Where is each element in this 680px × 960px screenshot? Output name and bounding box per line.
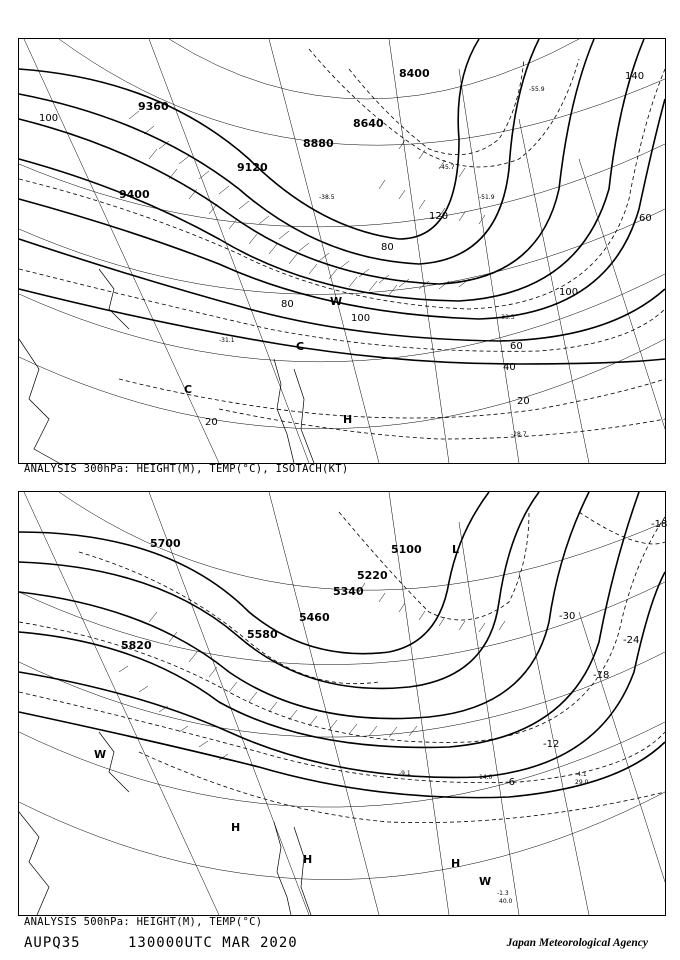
height-label: 9120 bbox=[237, 161, 268, 174]
chart-500hpa bbox=[18, 491, 666, 916]
station-obs: -38.5 bbox=[319, 194, 335, 201]
isotherm-lines bbox=[19, 512, 668, 823]
station-obs: 29.0 bbox=[575, 779, 589, 786]
station-obs: 40.0 bbox=[499, 898, 513, 905]
coastline bbox=[19, 732, 311, 915]
valid-time: 130000UTC MAR 2020 bbox=[128, 935, 298, 951]
chart-300hpa bbox=[18, 38, 666, 464]
graticule bbox=[19, 492, 668, 915]
height-label: 9360 bbox=[138, 100, 169, 113]
warm-center-marker: W bbox=[479, 875, 492, 888]
high-center-marker: H bbox=[303, 853, 313, 866]
station-obs: -33.3 bbox=[499, 314, 515, 321]
isotach-label: 100 bbox=[39, 113, 59, 124]
station-plot-region bbox=[119, 583, 505, 760]
height-label: 5340 bbox=[333, 585, 364, 598]
station-obs: -4.1 bbox=[575, 771, 587, 778]
isotach-label: 20 bbox=[205, 417, 218, 428]
height-label: 5700 bbox=[150, 537, 181, 550]
isotach-label: 100 bbox=[351, 313, 371, 324]
isotach-label: 140 bbox=[625, 71, 645, 82]
high-center-marker: H bbox=[343, 413, 353, 426]
isotach-lines bbox=[19, 49, 665, 439]
station-obs: -55.9 bbox=[529, 86, 545, 93]
height-label: 5220 bbox=[357, 569, 388, 582]
cold-center-marker: C bbox=[184, 383, 193, 396]
height-label: 9400 bbox=[119, 188, 150, 201]
isotherm-label: -12 bbox=[543, 739, 560, 750]
isotach-label: 120 bbox=[429, 211, 449, 222]
height-contours-300 bbox=[19, 39, 665, 364]
high-center-marker: H bbox=[231, 821, 241, 834]
height-label: 5460 bbox=[299, 611, 330, 624]
height-label: 8400 bbox=[399, 67, 430, 80]
isotach-label: 80 bbox=[381, 242, 394, 253]
graticule bbox=[19, 39, 665, 463]
isotherm-label: -6 bbox=[505, 777, 515, 788]
station-obs: -31.1 bbox=[219, 337, 235, 344]
height-label: 5820 bbox=[121, 639, 152, 652]
coastline bbox=[19, 269, 314, 463]
station-obs: -1.3 bbox=[497, 890, 509, 897]
map-500hpa bbox=[19, 492, 668, 915]
warm-center-marker: W bbox=[94, 748, 107, 761]
isotach-label: 40 bbox=[503, 362, 516, 373]
product-code: AUPQ35 bbox=[24, 935, 81, 951]
isotherm-label: -30 bbox=[559, 611, 576, 622]
station-obs: -28.7 bbox=[511, 431, 527, 438]
station-obs: -45.7 bbox=[439, 164, 455, 171]
cold-center-marker: C bbox=[296, 340, 305, 353]
low-center-marker: L bbox=[452, 543, 460, 556]
high-center-marker: H bbox=[451, 857, 461, 870]
station-obs: -9.1 bbox=[399, 770, 411, 777]
caption-300hpa: ANALYSIS 300hPa: HEIGHT(M), TEMP(°C), ISOTACH(KT) bbox=[24, 463, 349, 475]
station-obs: 14.0 bbox=[479, 774, 493, 781]
isotach-label: 80 bbox=[281, 299, 294, 310]
caption-500hpa: ANALYSIS 500hPa: HEIGHT(M), TEMP(°C) bbox=[24, 916, 263, 928]
isotherm-label: -18 bbox=[593, 670, 610, 681]
agency-name: Japan Meteorological Agency bbox=[506, 937, 648, 949]
isotach-label: 60 bbox=[510, 341, 523, 352]
warm-center-marker: W bbox=[330, 295, 343, 308]
map-300hpa bbox=[19, 39, 665, 463]
height-label: 8640 bbox=[353, 117, 384, 130]
height-label: 8880 bbox=[303, 137, 334, 150]
isotach-label: 60 bbox=[639, 213, 652, 224]
isotherm-label: -18 bbox=[651, 519, 668, 530]
isotach-label: 20 bbox=[517, 396, 530, 407]
station-obs: -51.9 bbox=[479, 194, 495, 201]
isotach-label: 100 bbox=[559, 287, 579, 298]
height-label: 5580 bbox=[247, 628, 278, 641]
height-label: 5100 bbox=[391, 543, 422, 556]
isotherm-label: -24 bbox=[623, 635, 640, 646]
